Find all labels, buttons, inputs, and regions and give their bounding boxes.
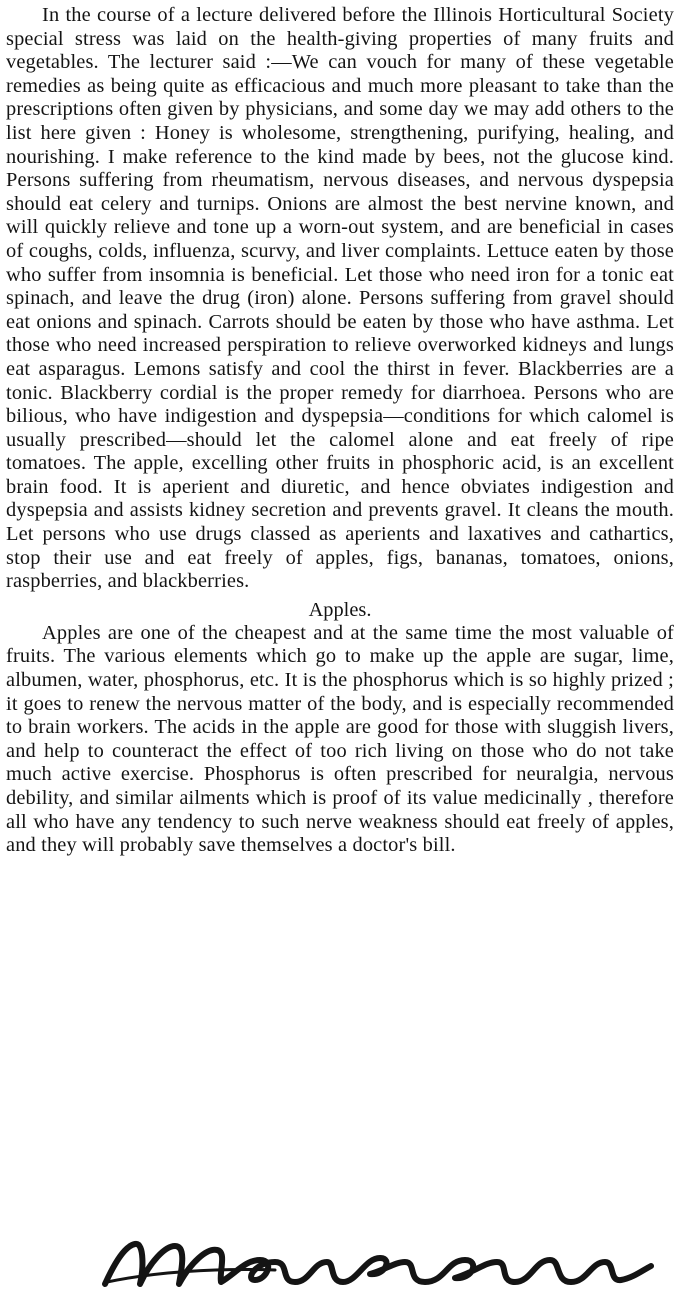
newspaper-article [6,4,674,858]
signature-scrawl [95,1232,655,1292]
article-paragraph-apples: Apples are one of the cheapest and at the same time the most valuable of fruits. The various elements which go to make up the apple are sugar, lime, albumen, water, phosphorus, etc. It is the phosphorus which is so highly prized ; it goes to renew the nervous matter of the body, and is especially recommended to brain workers. The acids in the apple are good for those with sluggish livers, and help to counteract the effect of too rich living on those who do not take much active exercise. Phosphorus is often prescribed for neuralgia, nervous debility, and similar ailments which is proof of its value medicinally , therefore all who have any tendency to such nerve weakness should eat freely of apples, and they will probably save themselves a doctor's bill. [6,621,674,857]
handwritten-signature [95,1232,655,1292]
section-heading-apples: Apples. [308,598,372,621]
article-paragraph-intro: In the course of a lecture delivered before the Illinois Horticultural Society special stress was laid on the health-giving properties of many fruits and vegetables. The lecturer said :—We can vouch for many of these vegetable remedies as being quite as efficacious and much more pleasant to take than the prescriptions often given by physicians, and some day we may add others to the list here given : Honey is wholesome, strengthening, purifying, healing, and nourishing. I make reference to the kind made by bees, not the glucose kind. Persons suffering from rheumatism, nervous diseases, and nervous dyspepsia should eat celery and turnips. Onions are almost the best nervine known, and will quickly relieve and tone up a worn-out system, and are beneficial in cases of coughs, colds, influenza, scurvy, and liver complaints. Lettuce eaten by those who suffer from insomnia is beneficial. Let those who need iron for a tonic eat spinach, and leave the drug (iron) alone. Persons suffering from gravel should eat onions and spinach. Carrots should be eaten by those who have asthma. Let those who need increased perspiration to relieve overworked kidneys and lungs eat asparagus. Lemons satisfy and cool the thirst in fever. Blackberries are a tonic. Blackberry cordial is the proper remedy for diarrhoea. Persons who are bilious, who have indigestion and dyspepsia—conditions for which calomel is usually prescribed—should let the calomel alone and eat freely of ripe tomatoes. The apple, excelling other fruits in phosphoric acid, is an excellent brain food. It is aperient and diuretic, and hence obviates indigestion and dyspepsia and assists kidney secretion and prevents gravel. It cleans the mouth. Let persons who use drugs classed as aperients and laxatives and cathartics, stop their use and eat freely of apples, figs, bananas, tomatoes, onions, raspberries, and blackberries. [6,4,674,593]
